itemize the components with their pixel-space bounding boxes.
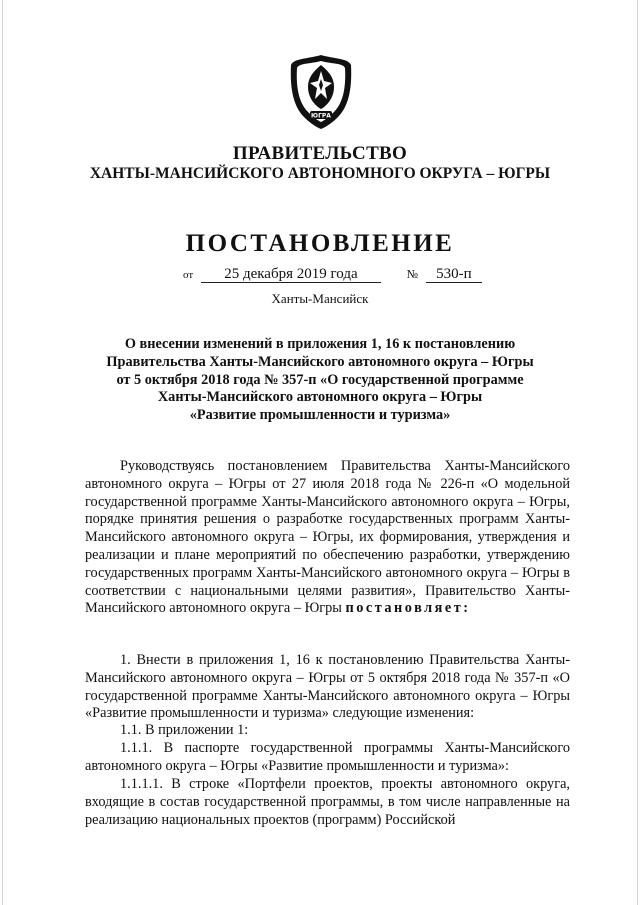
from-label: от bbox=[183, 269, 194, 281]
clause-1: 1. Внести в приложения 1, 16 к постановлению Правительства Ханты-Мансийского автономного округа – Югры от 5 октября 2018 года № 357-п «О государственной программе Ханты-Мансийского автономного округа – Югры «Развитие промышленности и туризма» следующие изменения: bbox=[85, 652, 570, 722]
clause-1-1-1-1: 1.1.1.1. В строке «Портфели проектов, проекты автономного округа, входящие в состав государственной программы, в том числе направленные на реализацию национальных проектов (программ) Российской bbox=[85, 776, 570, 828]
subject-line: «Развитие промышленности и туризма» bbox=[189, 407, 451, 424]
subject-line: О внесении изменений в приложения 1, 16 к постановлению bbox=[124, 336, 516, 352]
scan-edge-right bbox=[637, 0, 638, 905]
subject-line: Ханты-Мансийского автономного округа – Югры bbox=[157, 389, 483, 406]
city-label: Ханты-Мансийск bbox=[271, 291, 369, 306]
region-heading: ХАНТЫ-МАНСИЙСКОГО АВТОНОМНОГО ОКРУГА – ЮГРЫ bbox=[89, 165, 551, 182]
decree-subject bbox=[70, 336, 570, 425]
preamble-text: Руководствуясь постановлением Правительства Ханты-Мансийского автономного округа – Югры от 27 июля 2018 года № 226-п «О модельной государственной программе Ханты-Мансийского автономного округа – Югры, порядке принятия решения о разработке государственных программ Ханты-Мансийского автономного округа – Югры, их формирования, утверждения и реализации и плане мероприятий по обеспечению разработки, утверждению государственных программ Ханты-Мансийского автономного округа – Югры в соответствии с национальными целями развития», Правительство Ханты-Мансийского автономного округа – Югры bbox=[85, 458, 570, 617]
decree-title: ПОСТАНОВЛЕНИЕ bbox=[185, 230, 455, 257]
clause-1-1-1: 1.1.1. В паспорте государственной программы Ханты-Мансийского автономного округа – Югры «Развитие промышленности и туризма»: bbox=[85, 740, 570, 774]
subject-line: от 5 октября 2018 года № 357-п «О государственной программе bbox=[116, 371, 524, 388]
government-heading: ПРАВИТЕЛЬСТВО bbox=[232, 143, 408, 164]
svg-text:ЮГРА: ЮГРА bbox=[311, 112, 331, 120]
resolves-verb: постановляет: bbox=[345, 600, 471, 617]
decree-date: 25 декабря 2019 года bbox=[201, 266, 381, 283]
yugra-coat-of-arms-icon bbox=[288, 53, 354, 131]
number-label: № bbox=[406, 267, 419, 281]
preamble-paragraph bbox=[85, 458, 570, 618]
subject-line: Правительства Ханты-Мансийского автономного округа – Югры bbox=[106, 353, 534, 370]
scan-edge-left bbox=[2, 0, 3, 905]
clause-1-1: 1.1. В приложении 1: bbox=[120, 722, 249, 738]
decree-number: 530-п bbox=[426, 266, 482, 283]
decree-date-line bbox=[183, 266, 482, 283]
